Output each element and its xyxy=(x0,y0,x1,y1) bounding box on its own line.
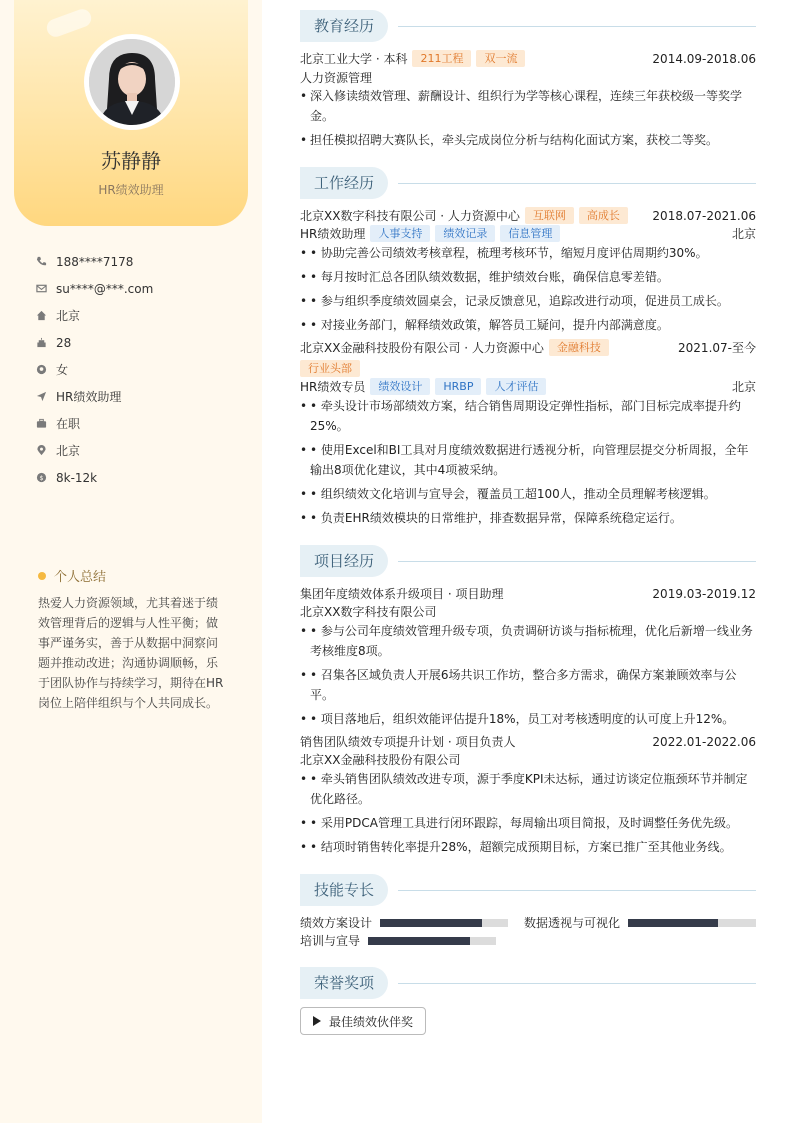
position-tag: 信息管理 xyxy=(500,225,560,242)
section-projects-header xyxy=(300,545,756,577)
play-triangle-icon xyxy=(313,1016,321,1026)
contact-text: 北京 xyxy=(56,444,81,458)
position-tag: 人事支持 xyxy=(370,225,430,242)
list-item: • • 结项时销售转化率提升28%，超额完成预期目标，方案已推广至其他业务线。 xyxy=(300,837,756,857)
contact-list xyxy=(36,248,246,491)
skills-row xyxy=(300,914,756,931)
job-bullets xyxy=(300,243,756,339)
candidate-role: HR绩效助理 xyxy=(98,183,164,197)
candidate-name: 苏静静 xyxy=(101,149,161,173)
education-bullets xyxy=(300,86,756,154)
section-title: 工作经历 xyxy=(300,167,388,199)
project-name: 集团年度绩效体系升级项目 · 项目助理 xyxy=(300,587,504,601)
list-item: • • 负责EHR绩效模块的日常维护，排查数据异常，保障系统稳定运行。 xyxy=(300,508,756,528)
summary-heading xyxy=(38,566,106,585)
section-title: 荣誉奖项 xyxy=(300,967,388,999)
skill-item xyxy=(300,914,508,931)
list-item: • • 参与公司年度绩效管理升级专项，负责调研访谈与指标梳理，优化后新增一线业务考核维度8项。 xyxy=(300,621,756,661)
job-position: HR绩效专员 xyxy=(300,380,366,394)
education-date: 2014.09-2018.06 xyxy=(652,51,756,66)
job-bullets xyxy=(300,396,756,532)
divider xyxy=(398,983,756,984)
divider xyxy=(398,183,756,184)
project-org: 北京XX金融科技股份有限公司 xyxy=(300,753,461,767)
contact-gender xyxy=(36,356,246,383)
skill-bar-fill xyxy=(628,919,718,927)
contact-position xyxy=(36,383,246,410)
project-org: 北京XX数字科技有限公司 xyxy=(300,605,437,619)
job-company-row xyxy=(300,207,756,224)
list-item: • • 项目落地后，组织效能评估提升18%，员工对考核透明度的认可度上升12%。 xyxy=(300,709,756,729)
contact-home xyxy=(36,302,246,329)
summary-title: 个人总结 xyxy=(54,570,107,585)
phone-icon xyxy=(36,256,56,267)
project-date: 2022.01-2022.06 xyxy=(652,734,756,749)
list-item: • • 组织绩效文化培训与宣导会，覆盖员工超100人，推动全员理解考核逻辑。 xyxy=(300,484,756,504)
project-name: 销售团队绩效专项提升计划 · 项目负责人 xyxy=(300,735,516,749)
section-title: 项目经历 xyxy=(300,545,388,577)
project-bullets xyxy=(300,769,756,861)
job-city: 北京 xyxy=(731,380,756,394)
education-school-row xyxy=(300,50,756,67)
contact-text: 北京 xyxy=(56,309,81,323)
position-tag: 绩效记录 xyxy=(435,225,495,242)
gender-icon xyxy=(36,364,56,375)
project-title-row xyxy=(300,733,756,750)
list-item: • • 参与组织季度绩效圆桌会，记录反馈意见，追踪改进行动项，促进员工成长。 xyxy=(300,291,756,311)
mail-icon xyxy=(36,283,56,294)
section-education-header xyxy=(300,10,756,42)
project-date: 2019.03-2019.12 xyxy=(652,586,756,601)
contact-location xyxy=(36,437,246,464)
list-item: • • 牵头设计市场部绩效方案，结合销售周期设定弹性指标，部门目标完成率提升约25%。 xyxy=(300,396,756,436)
divider xyxy=(398,26,756,27)
divider xyxy=(398,561,756,562)
list-item: • 担任模拟招聘大赛队长，牵头完成岗位分析与结构化面试方案，获校二等奖。 xyxy=(300,130,756,150)
skill-bar xyxy=(368,937,496,945)
job-city: 北京 xyxy=(731,227,756,241)
skill-bar xyxy=(628,919,756,927)
contact-text: su****@***.com xyxy=(56,281,154,296)
project-bullets xyxy=(300,621,756,733)
job-position-row xyxy=(300,378,756,395)
honor-item xyxy=(300,1007,426,1035)
skill-item xyxy=(300,932,496,949)
skill-name: 绩效方案设计 xyxy=(300,916,373,930)
school-name: 北京工业大学 · 本科 xyxy=(300,52,408,66)
svg-text:$: $ xyxy=(39,473,44,482)
company-tag: 高成长 xyxy=(579,207,628,224)
job-date: 2018.07-2021.06 xyxy=(652,208,756,223)
company-tag: 金融科技 xyxy=(549,339,609,356)
bullet-dot-icon xyxy=(38,572,46,580)
company-name: 北京XX金融科技股份有限公司 · 人力资源中心 xyxy=(300,341,544,355)
contact-salary xyxy=(36,464,246,491)
contact-text: 8k-12k xyxy=(56,470,98,485)
avatar xyxy=(89,39,175,125)
section-title: 教育经历 xyxy=(300,10,388,42)
contact-text: 在职 xyxy=(56,417,81,431)
list-item: • • 对接业务部门，解释绩效政策，解答员工疑问，提升内部满意度。 xyxy=(300,315,756,335)
contact-text: 188****7178 xyxy=(56,254,134,269)
skill-item xyxy=(524,914,756,931)
contact-status xyxy=(36,410,246,437)
contact-text: HR绩效助理 xyxy=(56,390,122,404)
company-tag: 互联网 xyxy=(525,207,574,224)
section-skills-header xyxy=(300,874,756,906)
skill-name: 培训与宣导 xyxy=(300,934,361,948)
job-company-tag-row xyxy=(300,360,756,377)
list-item: • 深入修读绩效管理、薪酬设计、组织行为学等核心课程，连续三年获校级一等奖学金。 xyxy=(300,86,756,126)
skill-name: 数据透视与可视化 xyxy=(524,916,621,930)
contact-phone xyxy=(36,248,246,275)
skill-bar-fill xyxy=(380,919,482,927)
list-item: • • 使用Excel和BI工具对月度绩效数据进行透视分析，向管理层提交分析周报，全年输出8项优化建议，其中4项被采纳。 xyxy=(300,440,756,480)
list-item: • • 召集各区域负责人开展6场共识工作坊，整合多方需求，确保方案兼顾效率与公平。 xyxy=(300,665,756,705)
section-title: 技能专长 xyxy=(300,874,388,906)
summary-text: 热爱人力资源领域，尤其着迷于绩效管理背后的逻辑与人性平衡；做事严谨务实，善于从数据中洞察问题并推动改进；沟通协调顺畅，乐于团队协作与持续学习，期待在HR岗位上陪伴组织与个人共同成长。 xyxy=(38,596,224,710)
job-position-row xyxy=(300,225,756,242)
avatar-frame xyxy=(84,34,180,130)
skill-bar-fill xyxy=(368,937,470,945)
honor-name: 最佳绩效伙伴奖 xyxy=(329,1014,414,1029)
divider xyxy=(398,890,756,891)
section-work-header xyxy=(300,167,756,199)
sidebar xyxy=(0,0,262,1123)
contact-text: 女 xyxy=(56,363,69,377)
position-tag: 人才评估 xyxy=(486,378,546,395)
skills-row xyxy=(300,932,756,949)
list-item: • • 每月按时汇总各团队绩效数据，维护绩效台账，确保信息零差错。 xyxy=(300,267,756,287)
send-icon xyxy=(36,391,56,402)
decorative-pill xyxy=(44,7,93,40)
position-tag: HRBP xyxy=(435,378,481,395)
job-company-row xyxy=(300,339,756,356)
salary-icon xyxy=(36,472,56,483)
position-tag: 绩效设计 xyxy=(370,378,430,395)
contact-email xyxy=(36,275,246,302)
school-tag: 双一流 xyxy=(476,50,525,67)
company-tag: 行业头部 xyxy=(300,360,360,377)
list-item: • • 协助完善公司绩效考核章程，梳理考核环节，缩短月度评估周期约30%。 xyxy=(300,243,756,263)
job-date: 2021.07-至今 xyxy=(678,341,756,355)
contact-age xyxy=(36,329,246,356)
briefcase-icon xyxy=(36,418,56,429)
contact-text: 28 xyxy=(56,335,72,350)
cake-icon xyxy=(36,337,56,348)
project-title-row xyxy=(300,585,756,602)
list-item: • • 牵头销售团队绩效改进专项，源于季度KPI未达标，通过访谈定位瓶颈环节并制定优化路径。 xyxy=(300,769,756,809)
avatar-portrait-icon xyxy=(89,39,175,125)
education-major: 人力资源管理 xyxy=(300,71,373,85)
school-tag: 211工程 xyxy=(412,50,471,67)
section-honors-header xyxy=(300,967,756,999)
location-icon xyxy=(36,445,56,456)
company-name: 北京XX数字科技有限公司 · 人力资源中心 xyxy=(300,209,520,223)
job-position: HR绩效助理 xyxy=(300,227,366,241)
list-item: • • 采用PDCA管理工具进行闭环跟踪，每周输出项目简报，及时调整任务优先级。 xyxy=(300,813,756,833)
home-icon xyxy=(36,310,56,321)
skill-bar xyxy=(380,919,508,927)
